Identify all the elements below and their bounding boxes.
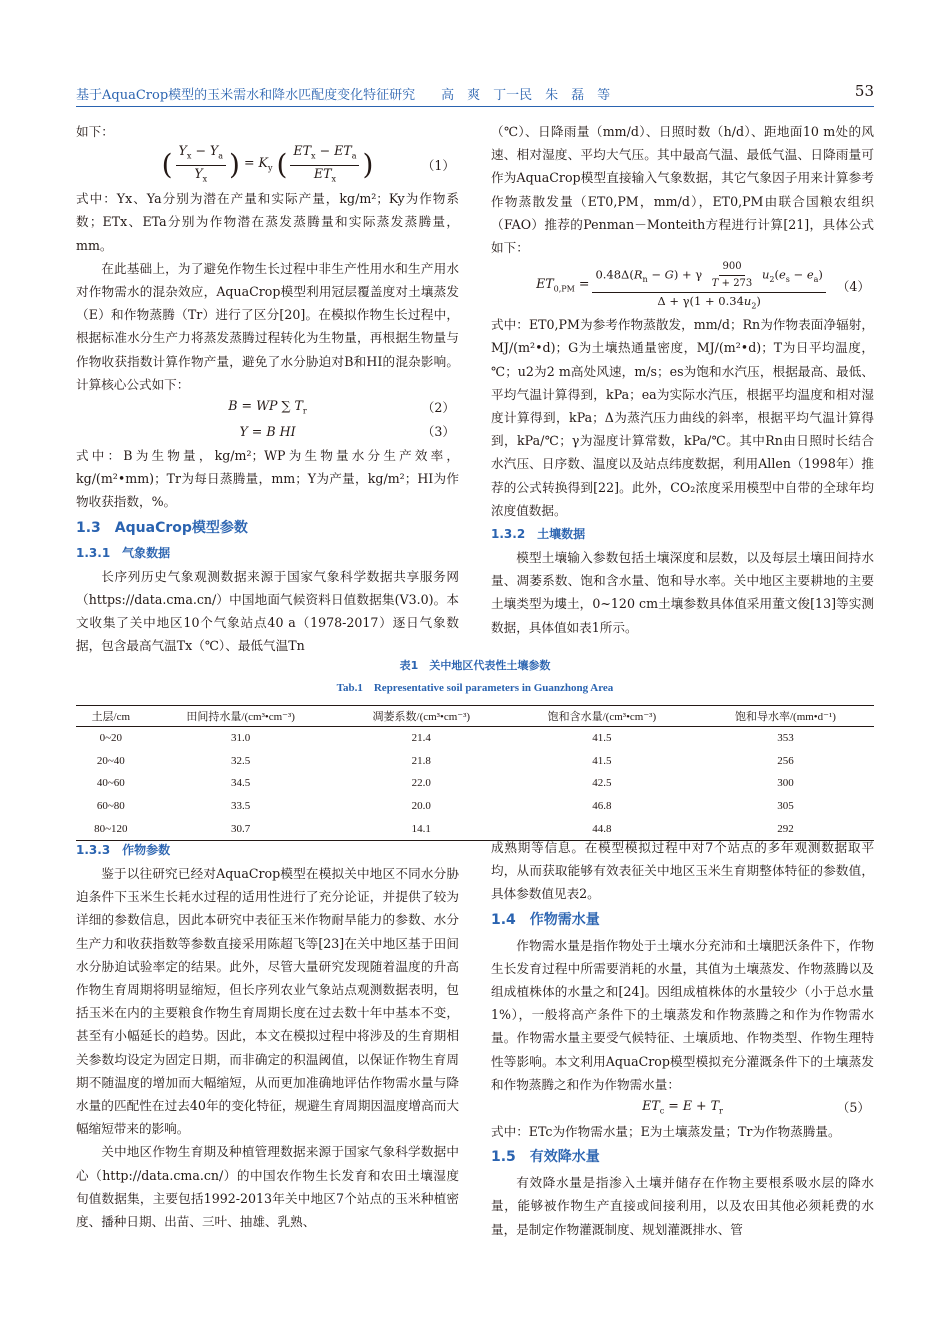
- left-column-bottom: [76, 838, 459, 1233]
- subsection-heading: 1.3.3 作物参数: [76, 843, 171, 857]
- table-cell: 60~80: [96, 800, 125, 813]
- table-cell: 20.0: [411, 800, 431, 813]
- table-cell: 21.4: [411, 732, 431, 745]
- paragraph: 成熟期等信息。在模型模拟过程中对7个站点的多年观测数据取平均，从而获取能够有效表征关中地区玉米生育期整体特征的参数值，具体参数值见表2。: [491, 840, 874, 902]
- equation-2: B = WP ∑ $T_r$ （2）: [76, 396, 459, 420]
- table-row: [76, 750, 874, 773]
- table-row: [76, 795, 874, 818]
- column-header: 田间持水量/(cm³•cm⁻³): [146, 706, 336, 727]
- paragraph: 如下：: [76, 124, 114, 139]
- equation-number: （2）: [421, 400, 455, 416]
- table-cell: 33.5: [231, 800, 251, 813]
- table-cell: 31.0: [231, 732, 251, 745]
- table-cell: 14.1: [336, 817, 507, 840]
- table-cell: 44.8: [507, 817, 697, 840]
- table-cell: 30.7: [146, 817, 336, 840]
- paragraph: 在此基础上，为了避免作物生长过程中非生产性用水和生产用水对作物需水的混杂效应，AquaCrop模型利用冠层覆盖度对土壤蒸发（E）和作物蒸腾（Tr）进行了区分[20]。在模拟作物生长过程中，根据标准水分生产力将蒸发蒸腾过程转化为生物量，再根据生物量与作物收获指数计算作物产量，避免了水分胁迫对B和HI的混杂影响。计算核心公式如下：: [76, 260, 459, 392]
- table-cell: 41.5: [592, 754, 612, 767]
- equation-number: （3）: [421, 424, 455, 440]
- paragraph: 式中：ET0,PM为参考作物蒸散发，mm/d；Rn为作物表面净辐射，MJ/(m²•d)；G为土壤热通量密度，MJ/(m²•d)；T为日平均温度，℃；u2为2 m高处风速，m/s；es为饱和水汽压，根据最高、最低、平均气温计算得到，kPa；ea为实际水汽压，根据平均温度和相对湿度计算得到，kPa；Δ为蒸汽压力曲线的斜率，根据平均气温计算得到，kPa/℃；γ为湿度计算常数，kPa/℃。其中Rn由日照时长结合水汽压、日序数、温度以及站点纬度数据，利用Allen（1998年）推荐的公式转换得到[22]。此外，CO₂浓度采用模型中自带的全球年均浓度值数据。: [491, 317, 874, 518]
- table-cell: 34.5: [231, 777, 251, 790]
- equation-3: Y = B HI （3）: [76, 420, 459, 444]
- running-header: [76, 82, 874, 107]
- table-header-row: [76, 706, 874, 727]
- table-row: [76, 772, 874, 795]
- paragraph: 式中：B为生物量，kg/m²；WP为生物量水分生产效率，kg/(m²•mm)；Tr为每日蒸腾量，mm；Y为产量，kg/m²；HI为作物收获指数，%。: [76, 448, 459, 510]
- right-column-bottom: [491, 836, 874, 1241]
- paragraph: 有效降水量是指渗入土壤并储存在作物主要根系吸水层的降水量，能够被作物生产直接或间接利用，以及农田其他必须耗费的水量，是制定作物灌溉制度、规划灌溉排水、管: [491, 1175, 874, 1237]
- table-cell: 42.5: [592, 777, 612, 790]
- column-header: 饱和含水量/(cm³•cm⁻³): [507, 706, 697, 727]
- page-number: 53: [854, 82, 874, 100]
- section-heading: 1.4 作物需水量: [491, 911, 600, 928]
- equation-5: $ET_c = E + T_r$ （5）: [491, 1096, 874, 1120]
- column-header: 凋萎系数/(cm³•cm⁻³): [336, 706, 507, 727]
- section-heading: 1.5 有效降水量: [491, 1149, 600, 1166]
- right-column-top: [491, 120, 874, 639]
- paragraph: 式中：Yx、Ya分别为潜在产量和实际产量，kg/m²；Ky为作物系数；ETx、ETa分别为作物潜在蒸发蒸腾量和实际蒸发蒸腾量，mm。: [76, 191, 459, 253]
- table-title-en: Tab.1 Representative soil parameters in Guanzhong Area: [336, 682, 614, 694]
- table-cell: 21.8: [411, 754, 431, 767]
- paragraph: （℃）、日降雨量（mm/d）、日照时数（h/d）、距地面10 m处的风速、相对湿度、平均大气压。其中最高气温、最低气温、日降雨量可作为AquaCrop模型直接输入气象数据，其它气象因子用来计算参考作物蒸散发量（ET0,PM，mm/d），ET0,PM由联合国粮农组织（FAO）推荐的Penman－Monteith方程进行计算[21]，具体公式如下：: [491, 124, 874, 256]
- paragraph: 式中：ETc为作物需水量；E为土壤蒸发量；Tr为作物蒸腾量。: [491, 1124, 841, 1140]
- table-cell: 305: [777, 800, 794, 813]
- table-cell: 300: [777, 777, 794, 790]
- equation-1: ( $\frac{Y_x - Y_a}{Y_x}$ ) = $K_y$ ( $\frac{ET_x - ET_a}{ET_x}$ ) （1）: [161, 143, 455, 184]
- table-cell: 22.0: [411, 777, 431, 790]
- table-cell: 80~120: [76, 817, 146, 840]
- table-title-cn: 表1 关中地区代表性土壤参数: [399, 659, 551, 672]
- equation-number: （5）: [836, 1100, 870, 1116]
- subsection-heading: 1.3.2 土壤数据: [491, 527, 586, 542]
- soil-parameter-table: [76, 705, 874, 841]
- column-header: 饱和导水率/(mm•d⁻¹): [697, 706, 874, 727]
- section-heading: 1.3 AquaCrop模型参数: [76, 519, 248, 536]
- paragraph: 长序列历史气象观测数据来源于国家气象科学数据共享服务网（https://data.cma.cn/）中国地面气候资料日值数据集(V3.0)。本文收集了关中地区10个气象站点40 a（1978-2017）逐日气象数据，包含最高气温Tx（℃）、最低气温Tn: [76, 568, 459, 654]
- table-cell: 20~40: [96, 754, 125, 767]
- table-row: [76, 727, 874, 750]
- header-title: 基于AquaCrop模型的玉米需水和降水匹配度变化特征研究 高 爽 丁一民 朱 磊 等: [76, 88, 611, 103]
- column-header: 土层/cm: [76, 706, 146, 727]
- paragraph: 模型土壤输入参数包括土壤深度和层数，以及每层土壤田间持水量、凋萎系数、饱和含水量、饱和导水率。关中地区主要耕地的主要土壤类型为塿土，0~120 cm土壤参数具体值采用董文俊[13]等实测数据，具体值如表1所示。: [491, 550, 874, 635]
- table-cell: 41.5: [592, 732, 612, 745]
- table-cell: 256: [777, 754, 794, 767]
- table-cell: 0~20: [99, 732, 123, 745]
- table-cell: 32.5: [231, 754, 251, 767]
- table-cell: 292: [697, 817, 874, 840]
- equation-4: $ET_{0,PM}$ = $0.48\Delta(R_n - G) + \gamma$ $\frac{900}{T + 273}$ $u_2(e_s - e_a)$ $\Delta + \gamma(1 + 0.34u_2)$ （4）: [536, 260, 870, 310]
- table-cell: 353: [777, 732, 794, 745]
- paragraph: 鉴于以往研究已经对AquaCrop模型在模拟关中地区不同水分胁迫条件下玉米生长耗水过程的适用性进行了充分论证，并提供了较为详细的参数信息，因此本研究中表征玉米作物耐旱能力的参数、水分生产力和收获指数等参数直接采用陈超飞等[23]在关中地区基于田间水分胁迫试验率定的结果。此外，尽管大量研究发现随着温度的升高作物生育周期将明显缩短，但长序列农业气象站点观测数据表明，包括玉米在内的主要粮食作物生育周期长度在过去数十年中基本不变，甚至有小幅延长的趋势。因此，本文在模拟过程中将涉及的生育期相关参数均设定为固定日期，而非确定的积温阈值，以保证作物生育周期不随温度的增加而大幅缩短，从而更加准确地评估作物需水量与降水量的匹配性在过去40年的变化特征，规避生育周期因温度增高而大幅缩短带来的影响。: [76, 866, 459, 1137]
- paragraph: 关中地区作物生育期及种植管理数据来源于国家气象科学数据中心（http://data.cma.cn/）的中国农作物生长发育和农田土壤湿度旬值数据集，主要包括1992-2013年关中地区7个站点的玉米种植密度、播种日期、出苗、三叶、抽雄、乳熟、: [76, 1144, 459, 1230]
- table-cell: 46.8: [592, 800, 612, 813]
- left-column-top: [76, 120, 459, 657]
- paragraph: 作物需水量是指作物处于土壤水分充沛和土壤肥沃条件下，作物生长发育过程中所需要消耗的水量，其值为土壤蒸发、作物蒸腾以及组成植株体的水量之和[24]。因组成植株体的水量较少（小于总水量1%），一般将高产条件下的土壤蒸发和作物蒸腾之和作为作物需水量。作物需水量主要受气候特征、土壤质地、作物类型、作物生理特性等影响。本文利用AquaCrop模型模拟充分灌溉条件下的土壤蒸发和作物蒸腾之和作为作物需水量：: [491, 937, 874, 1092]
- table-cell: 40~60: [96, 777, 125, 790]
- equation-number: （1）: [421, 157, 455, 173]
- table-caption: [76, 657, 874, 695]
- subsection-heading: 1.3.1 气象数据: [76, 545, 171, 560]
- equation-number: （4）: [836, 278, 870, 294]
